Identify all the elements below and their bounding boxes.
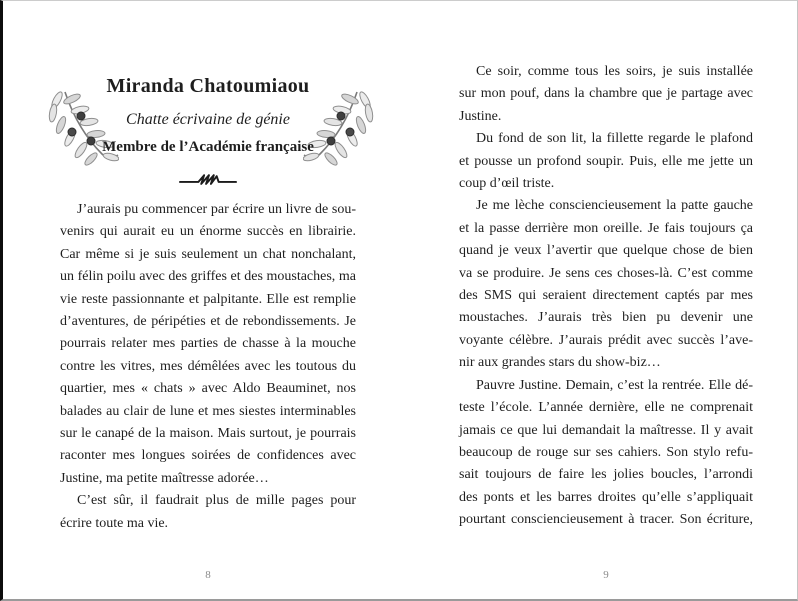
text-line: quand je veux l’avertir que quelque chose de bien [459, 243, 753, 259]
text-line: venirs qui aurait eu un énorme succès en librairie. [60, 224, 356, 240]
text-line: beaucoup de rouge sur ses cahiers. Son stylo refu- [459, 444, 753, 460]
text-line: nir aux grandes stars du show-biz… [459, 355, 661, 371]
page-right [459, 1, 753, 601]
text-line: vie reste passionnante et palpitante. Elle est remplie [60, 291, 356, 307]
text-line: teste l’école. L’année dernière, elle ne comprenait [459, 400, 753, 416]
text-line: voyante célèbre. J’aurais prédit avec succès l’ave- [459, 332, 753, 348]
paragraph [459, 375, 753, 532]
text-line: Du fond de son lit, la fillette regarde le plafond [476, 131, 753, 147]
text-line: C’est sûr, il faudrait plus de mille pages pour [77, 493, 356, 509]
text-line: va se produire. Je sens ces choses-là. C’est comme [459, 265, 753, 281]
text-line: sur mon pouf, dans la chambre que je partage avec [459, 86, 753, 102]
text-line: raconter mes longues soirées de confidences avec [60, 448, 356, 464]
paragraph [459, 61, 753, 128]
olive-branch-icon [303, 89, 383, 173]
page-right-text [459, 61, 753, 532]
text-line: coup d’œil triste. [459, 176, 555, 192]
text-line: pourrais relater mes parties de chasse à la mouche [60, 336, 356, 352]
text-line: et la passe derrière mon oreille. Je fais toujours ça [459, 220, 753, 236]
text-line: Pauvre Justine. Demain, c’est la rentrée. Elle dé- [476, 377, 753, 393]
text-line: balades au clair de lune et mes siestes interminables [60, 403, 356, 419]
text-line: et pousse un profond soupir. Puis, elle me jette un [459, 153, 753, 169]
author-subtitle: Chatte écrivaine de génie [126, 111, 290, 128]
text-line: moustaches. J’aurais très bien pu devenir une [459, 310, 753, 326]
paragraph [459, 195, 753, 374]
text-line: J’aurais pu commencer par écrire un livre de sou- [77, 202, 356, 217]
paragraph [60, 490, 356, 535]
text-line: des ponts et les barres droites qu’elle s’appliquait [459, 489, 753, 505]
page-left-text [60, 199, 356, 535]
text-line: des SMS qui seraient directement captés par mes [459, 288, 753, 304]
paragraph [459, 128, 753, 195]
olive-branch-icon [39, 89, 119, 173]
text-line: Justine, ma petite maîtresse adorée… [60, 470, 269, 486]
text-line: Car même si je suis seulement un chat nonchalant, [60, 246, 356, 262]
text-line: sur le canapé de la maison. Mais surtout, je pourrais [60, 426, 356, 442]
author-title: Miranda Chatoumiaou [106, 75, 310, 97]
text-line: d’aventures, de péripéties et de rebondissements. Je [60, 314, 356, 330]
text-line: Justine. [459, 108, 502, 124]
author-affiliation: Membre de l’Académie française [102, 139, 314, 155]
text-line: pourtant consciencieusement à tracer. Son écriture, [459, 512, 753, 528]
page-left [60, 1, 356, 601]
text-line: contre les vitres, mes démêlées avec les toutous du [60, 358, 356, 374]
text-line: Je me lèche consciencieusement la patte gauche [476, 198, 753, 214]
calligraphic-twist-icon [179, 173, 237, 189]
text-line: un félin poilu avec des griffes et des moustaches, ma [60, 269, 356, 285]
text-line: sait toujours de faire les jolies boucles, l’arrondi [459, 467, 753, 483]
text-line: écrire toute ma vie. [60, 515, 169, 531]
paragraph [60, 199, 356, 490]
text-line: jamais ce que lui demandait la maîtresse. Il y avait [459, 422, 753, 438]
page-number-left: 8 [205, 569, 211, 581]
text-line: Ce soir, comme tous les soirs, je suis installée [476, 64, 753, 79]
text-line: quartier, mes « chats » avec Aldo Beauminet, nos [60, 381, 356, 397]
page-number-right: 9 [603, 569, 609, 581]
